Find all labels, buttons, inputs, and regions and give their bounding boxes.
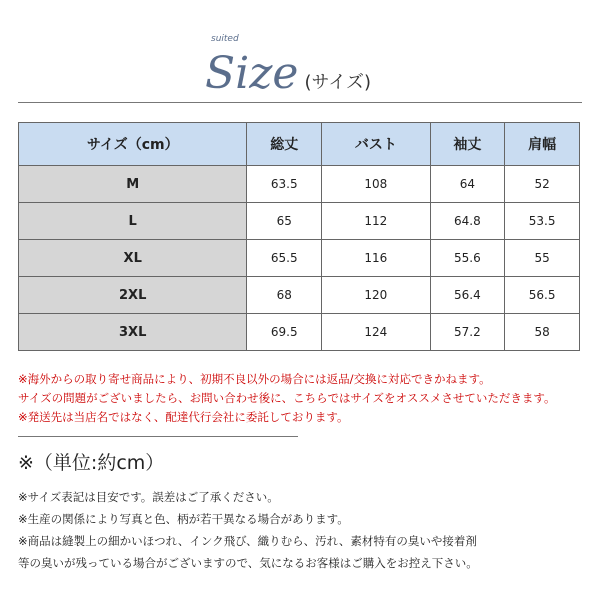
notice-line: ※海外からの取り寄せ商品により、初期不良以外の場合には返品/交換に対応できかねます。 [18, 372, 491, 386]
cell: 58 [505, 314, 580, 351]
notice-line: サイズの問題がございましたら、お問い合わせ後に、こちらではサイズをオススメさせていただきます。 [18, 391, 556, 405]
header-size: サイズ（cm） [19, 123, 247, 166]
cell: 65.5 [247, 240, 322, 277]
cell: 55.6 [430, 240, 505, 277]
table-row [19, 314, 580, 351]
divider [18, 102, 582, 103]
cell: 55 [505, 240, 580, 277]
notice-line: 等の臭いが残っている場合がございますので、気になるお客様はご購入をお控え下さい。 [18, 556, 478, 570]
logo-title: Size [205, 48, 299, 99]
cell: 68 [247, 277, 322, 314]
cell: 108 [322, 166, 430, 203]
notice-line: ※生産の関係により写真と色、柄が若干異なる場合があります。 [18, 512, 349, 526]
header-sleeve: 袖丈 [430, 123, 505, 166]
cell: 120 [322, 277, 430, 314]
cell: 116 [322, 240, 430, 277]
notice-line: ※サイズ表記は目安です。誤差はご了承ください。 [18, 490, 279, 504]
notice-black [18, 486, 478, 574]
notice-line: ※商品は縫製上の細かいほつれ、インク飛び、織りむら、汚れ、素材特有の臭いや接着剤 [18, 534, 477, 548]
cell: 53.5 [505, 203, 580, 240]
row-label: 2XL [19, 277, 247, 314]
cell: 69.5 [247, 314, 322, 351]
table-row [19, 203, 580, 240]
cell: 52 [505, 166, 580, 203]
size-table [18, 122, 580, 351]
cell: 63.5 [247, 166, 322, 203]
unit-label: ※（単位:約cm） [18, 452, 165, 474]
divider [18, 436, 298, 437]
table-row [19, 240, 580, 277]
header-length: 総丈 [247, 123, 322, 166]
cell: 65 [247, 203, 322, 240]
row-label: 3XL [19, 314, 247, 351]
row-label: L [19, 203, 247, 240]
notice-red [18, 370, 556, 427]
cell: 112 [322, 203, 430, 240]
cell: 124 [322, 314, 430, 351]
notice-line: ※発送先は当店名ではなく、配達代行会社に委託しております。 [18, 410, 349, 424]
logo-paren: (サイズ) [304, 72, 372, 93]
table-row [19, 277, 580, 314]
header-shoulder: 肩幅 [505, 123, 580, 166]
cell: 56.5 [505, 277, 580, 314]
cell: 64 [430, 166, 505, 203]
row-label: M [19, 166, 247, 203]
row-label: XL [19, 240, 247, 277]
size-logo [205, 34, 372, 99]
table-row [19, 166, 580, 203]
logo-sub: suited [211, 34, 239, 44]
header-bust: バスト [322, 123, 430, 166]
cell: 57.2 [430, 314, 505, 351]
cell: 64.8 [430, 203, 505, 240]
cell: 56.4 [430, 277, 505, 314]
